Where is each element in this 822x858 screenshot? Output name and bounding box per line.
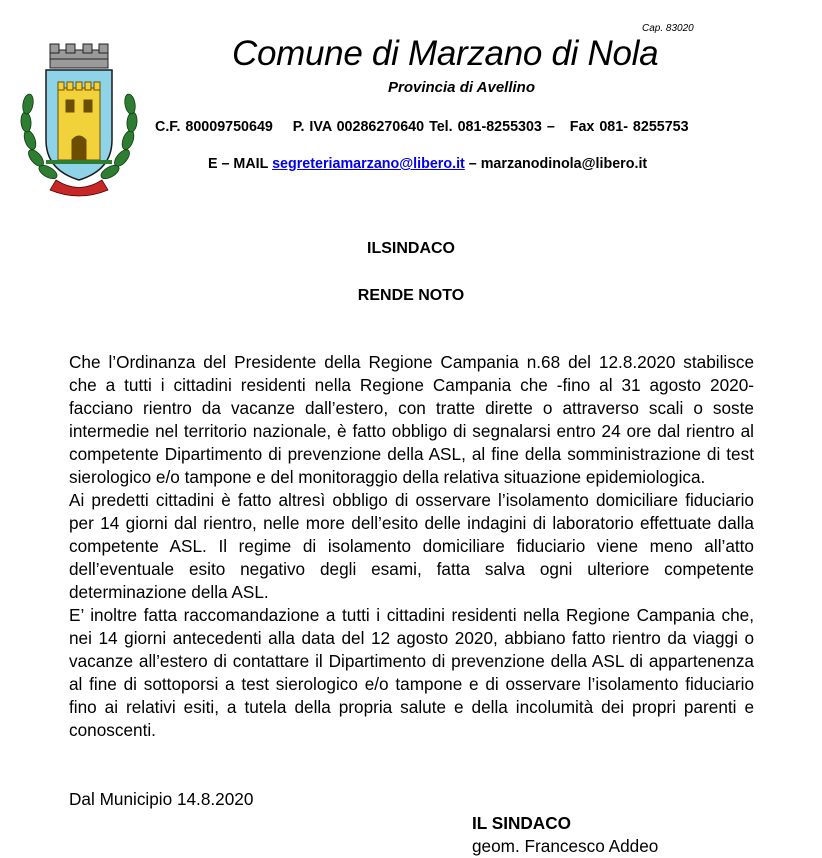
notice-body — [69, 351, 754, 742]
email-separator: – — [464, 156, 481, 172]
municipality-title: Comune di Marzano di Nola — [232, 34, 659, 73]
fiscal-codes-line — [155, 119, 689, 135]
coat-of-arms-icon — [16, 40, 142, 200]
email-line — [208, 156, 647, 172]
fiscal-code: C.F. 80009750649 — [155, 119, 273, 135]
email-alt: marzanodinola@libero.it — [480, 156, 648, 172]
mayor-heading: ILSINDACO — [367, 240, 455, 257]
province-name: Provincia di Avellino — [388, 79, 535, 96]
email-label: E – MAIL — [208, 156, 273, 172]
fax: Fax 081- 8255753 — [569, 119, 689, 135]
paragraph-3: E’ inoltre fatta raccomandazione a tutti i cittadini residenti nella Regione Campania che, nei 14 giorni antecedenti alla data del 12 agosto 2020, abbiano fatto rientro da viaggi o vacanze all’estero di contattare il Dipartimento di prevenzione della ASL di appartenenza al fine di sottoporsi a test sierologico e/o tampone e di osservare l’isolamento fiduciario fino ai relativi esiti, a tutela della propria salute e della incolumità dei propri parenti e conoscenti. — [69, 605, 754, 740]
paragraph-1: Che l’Ordinanza del Presidente della Regione Campania n.68 del 12.8.2020 stabilisce che a tutti i cittadini residenti nella Regione Campania che -fino al 31 agosto 2020-facciano rientro da vacanze dall’estero, con tratte dirette o attraverso scali o soste intermedie nel territorio nazionale, è fatto obbligo di segnalarsi entro 24 ore dal rientro al competente Dipartimento di prevenzione della ASL, al fine della somministrazione di test sierologico e/o tampone e del monitoraggio della relativa situazione epidemiologica. — [69, 352, 754, 487]
telephone: Tel. 081-8255303 – — [429, 119, 555, 135]
paragraph-2: Ai predetti cittadini è fatto altresì obbligo di osservare l’isolamento domiciliare fiduciario per 14 giorni dal rientro, nelle more dell’esito delle indagini di laboratorio effettuate dalla competente ASL. Il regime di isolamento domiciliare fiduciario viene meno all’atto dell’eventuale esito negativo degli esami, fatta salva ogni ulteriore competente determinazione della ASL. — [69, 490, 754, 602]
signature-title: IL SINDACO — [472, 813, 571, 833]
issue-date: Dal Municipio 14.8.2020 — [69, 789, 254, 809]
email-link[interactable]: segreteriamarzano@libero.it — [272, 156, 465, 172]
notice-heading: RENDE NOTO — [357, 287, 465, 304]
vat-number: P. IVA 00286270640 — [292, 119, 425, 135]
signature-name: geom. Francesco Addeo — [472, 836, 659, 856]
postal-code: Cap. 83020 — [642, 23, 694, 34]
